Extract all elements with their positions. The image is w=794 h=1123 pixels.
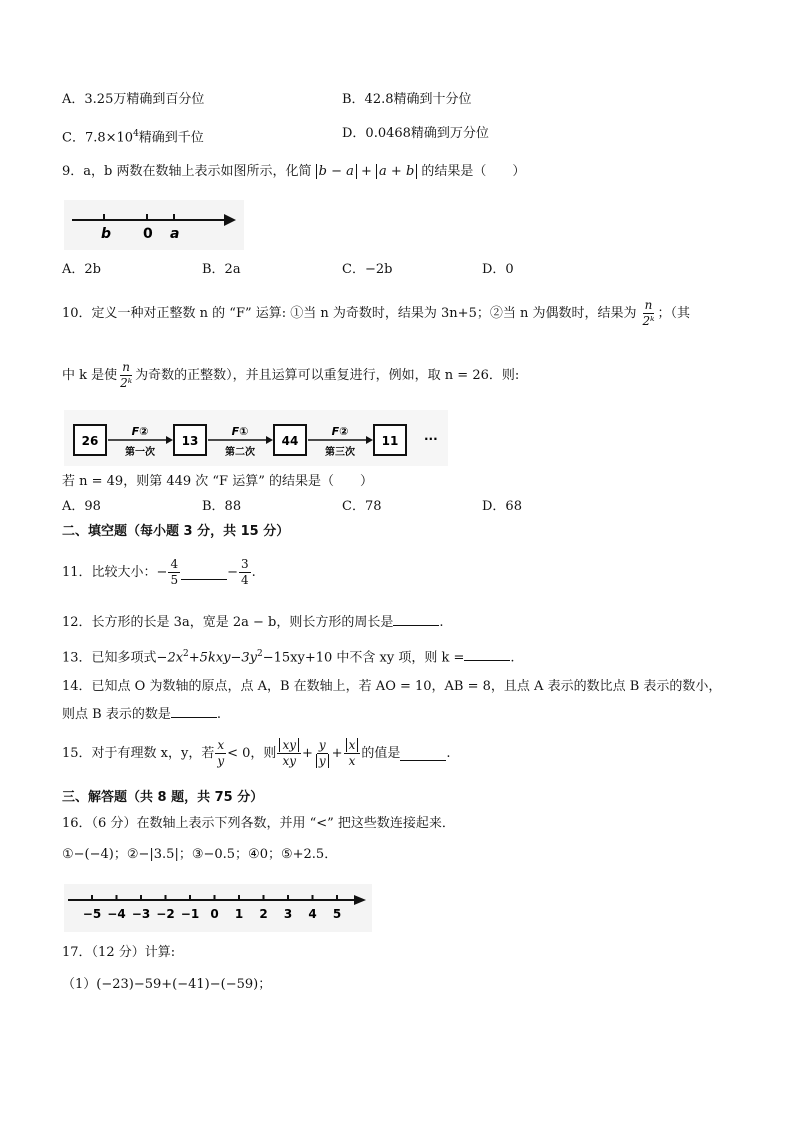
q16-tick-label: 3 <box>283 907 293 921</box>
q16-tick-label: −5 <box>82 907 102 921</box>
q15-fraction-2 <box>277 738 301 769</box>
q16-tick-label: −1 <box>180 907 200 921</box>
q8-option-c-post: 精确到千位 <box>138 130 204 146</box>
q16-number-line <box>64 884 372 932</box>
q10-flow-step-3: 第三次 <box>325 447 355 458</box>
q10-line2-post: 为奇数的正整数），并且运算可以重复进行，例如，取 n = 26．则: <box>135 367 520 383</box>
q9-abs-1: b − a <box>316 164 357 179</box>
q15-f3-num: y <box>318 738 326 752</box>
q10-frac1-num: n <box>644 298 653 312</box>
q10-option-a: A．98 <box>62 499 101 514</box>
q10-flow-op-2: F① <box>231 425 249 438</box>
section2-title: 二、填空题（每小题 3 分，共 15 分） <box>62 524 290 539</box>
q15-f4-den: x <box>348 754 356 768</box>
q10-flow-value-2: 13 <box>181 434 199 448</box>
q16-tick-label: −2 <box>156 907 175 921</box>
q17-stem: 17．（12 分）计算: <box>62 945 176 960</box>
q15-fraction-4 <box>344 738 361 769</box>
q9-stem <box>62 163 525 181</box>
q10-frac2-den: 2ᵏ <box>120 376 133 390</box>
q10-flow-value-3: 44 <box>281 434 299 448</box>
q10-flow-value-4: 11 <box>381 434 399 448</box>
q11-f1-num: 4 <box>170 557 179 571</box>
q15-lt: < 0，则 <box>227 745 277 761</box>
q11-label: 11．比较大小：− <box>62 564 168 580</box>
q10-flow-ellipsis: ··· <box>424 432 438 446</box>
q9-abs-2: a + b <box>376 164 417 179</box>
q16-tick-label: 4 <box>308 907 317 921</box>
q15-f1-num: x <box>217 738 225 752</box>
q16-tick-label: 0 <box>210 907 219 921</box>
q15-end: . <box>446 745 451 761</box>
q11-f2-num: 3 <box>240 557 249 571</box>
q9-axis-label-0: 0 <box>143 226 153 242</box>
q12-end: . <box>439 615 444 630</box>
q13-post: −15xy+10 中不含 xy 项，则 k = <box>262 650 465 666</box>
q15-plus-1: + <box>301 745 313 761</box>
q10-question: 若 n = 49，则第 449 次 “F 运算” 的结果是（ ） <box>62 474 373 489</box>
q10-flow-op-1: F② <box>131 425 149 438</box>
q9-plus: + <box>361 164 372 179</box>
q10-flow-step-2: 第二次 <box>225 447 255 458</box>
q15-plus-2: + <box>331 745 343 761</box>
q16-items: ①−(−4)；②−|3.5|；③−0.5；④0；⑤+2.5． <box>62 847 338 862</box>
q10-option-b: B．88 <box>202 499 242 514</box>
q16-tick-label: −4 <box>107 907 126 921</box>
q14-line2-text: 则点 B 表示的数是 <box>62 707 171 722</box>
q8-option-d: D．0.0468精确到万分位 <box>342 126 489 141</box>
q15-f3-den: y <box>316 754 329 768</box>
q13 <box>62 645 515 667</box>
q11-f2-den: 4 <box>240 573 249 587</box>
q10-flow-op-3: F② <box>331 425 349 438</box>
q9-option-b: B．2a <box>202 262 241 277</box>
q11-answer-blank[interactable] <box>181 565 227 580</box>
q9-stem-post: 的结果是（ ） <box>421 164 526 179</box>
q8-option-c-exp: 4 <box>133 129 139 139</box>
q10-line1 <box>62 298 690 329</box>
q10-line2-pre: 中 k 是使 <box>62 367 118 383</box>
q12-answer-blank[interactable] <box>393 611 439 626</box>
q12 <box>62 611 443 632</box>
section3-title: 三、解答题（共 8 题，共 75 分） <box>62 790 264 805</box>
q11-fraction-1 <box>168 557 180 588</box>
q15-f1-den: y <box>217 754 225 768</box>
q9-stem-pre: 9．a，b 两数在数轴上表示如图所示，化简 <box>62 164 312 179</box>
q15-pre: 15．对于有理数 x，y，若 <box>62 745 215 761</box>
q13-end: . <box>510 650 515 666</box>
q10-fraction-2 <box>118 360 134 391</box>
q14-end: . <box>216 707 221 722</box>
q10-fraction-1 <box>640 298 656 329</box>
q11-f1-den: 5 <box>170 573 179 587</box>
q10-flow-diagram <box>64 410 448 466</box>
q15-fraction-3 <box>314 738 331 769</box>
q10-flow-step-1: 第一次 <box>125 447 155 458</box>
q16-tick-label: 1 <box>234 907 244 921</box>
q15-answer-blank[interactable] <box>400 746 446 761</box>
q11-fraction-2 <box>239 557 251 588</box>
q15-f4-num: x <box>346 738 359 752</box>
q10-line1-pre: 10．定义一种对正整数 n 的 “F” 运算: ①当 n 为奇数时，结果为 3n+5；②当 n 为偶数时，结果为 <box>62 305 637 321</box>
q12-text: 12．长方形的长是 3a，宽是 2a − b，则长方形的周长是 <box>62 615 394 630</box>
q10-flow-value-1: 26 <box>81 434 99 448</box>
q10-frac1-den: 2ᵏ <box>642 314 655 328</box>
q11-minus: − <box>227 564 238 580</box>
q9-axis-label-a: a <box>170 226 180 242</box>
q13-sq2: 2 <box>257 649 263 659</box>
q10-line1-post: ；（其 <box>657 305 691 321</box>
q16-stem: 16．（6 分）在数轴上表示下列各数，并用 “<” 把这些数连接起来． <box>62 816 455 831</box>
q10-line2 <box>62 360 519 391</box>
q9-option-d: D．0 <box>482 262 514 277</box>
q14-answer-blank[interactable] <box>171 703 217 718</box>
q13-mid: +5kxy−3y <box>188 650 258 666</box>
q15-post: 的值是 <box>361 745 401 761</box>
q15 <box>62 738 451 769</box>
q15-f2-den: xy <box>282 754 296 768</box>
q13-sq1: 2 <box>183 649 189 659</box>
q11 <box>62 557 256 588</box>
q10-frac2-num: n <box>122 360 131 374</box>
q8-option-c <box>62 125 204 147</box>
q9-option-c: C．−2b <box>342 262 393 277</box>
q10-option-d: D．68 <box>482 499 522 514</box>
q8-option-c-pre: C．7.8×10 <box>62 130 134 146</box>
q17-part1: （1）(−23)−59+(−41)−(−59)； <box>62 977 272 992</box>
q9-axis-label-b: b <box>101 226 112 242</box>
q14-line2 <box>62 703 221 724</box>
q16-tick-label: 5 <box>332 907 342 921</box>
q13-expr: −2x <box>156 650 184 666</box>
q8-option-b: B．42.8精确到十分位 <box>342 92 472 107</box>
q15-fraction-1 <box>215 738 226 769</box>
q13-pre: 13．已知多项式 <box>62 650 157 666</box>
q16-tick-label: −3 <box>131 907 151 921</box>
q9-option-a: A．2b <box>62 262 101 277</box>
q9-number-line <box>64 200 244 250</box>
q15-f2-num: xy <box>279 738 299 752</box>
q14-line1: 14．已知点 O 为数轴的原点，点 A，B 在数轴上，若 AO = 10，AB = 8，且点 A 表示的数比点 B 表示的数小， <box>62 679 722 694</box>
q16-tick-label: 2 <box>259 907 268 921</box>
q11-end: . <box>251 564 256 580</box>
q13-answer-blank[interactable] <box>464 646 510 661</box>
q8-option-a: A．3.25万精确到百分位 <box>62 92 205 107</box>
q10-option-c: C．78 <box>342 499 382 514</box>
